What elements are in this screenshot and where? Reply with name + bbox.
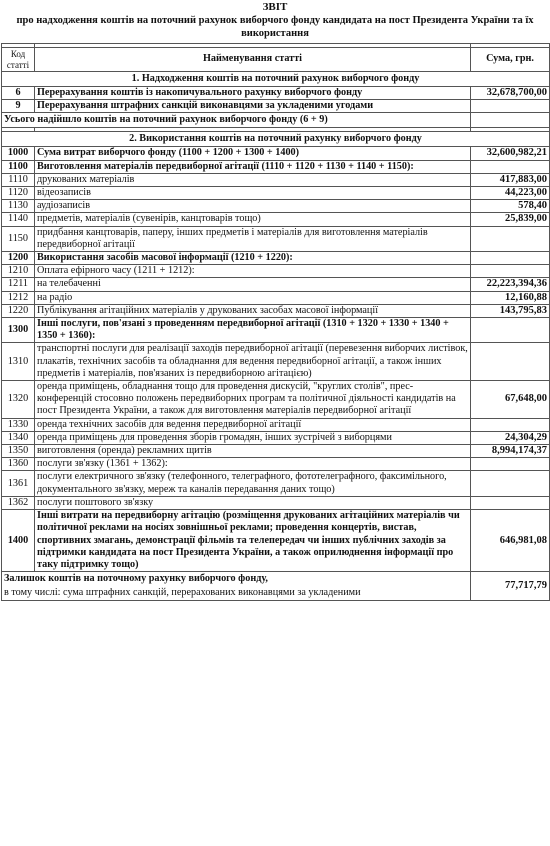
row-amount bbox=[471, 343, 550, 381]
row-code: 1000 bbox=[2, 147, 35, 160]
row-name: оренда приміщень для проведення зборів громадян, інших зустрічей з виборцями bbox=[35, 431, 471, 444]
row-amount: 25,839,00 bbox=[471, 213, 550, 226]
row-name: Інші витрати на передвиборну агітацію (розміщення друкованих агітаційних матеріалів чи політичної реклами на носіях зовнішньої реклами; проведення концертів, вистав, спортивних змагань, демонстрації фільмів та телепередач чи інших публічних заходів за підтримки кандидата на пост Президента України, а також оприлюднення інформації про таку підтримку тощо) bbox=[35, 510, 471, 572]
row-code: 1110 bbox=[2, 173, 35, 186]
row-code: 6 bbox=[2, 87, 35, 100]
row-name: транспортні послуги для реалізації заходів передвиборної агітації (перевезення виборчих листівок, плакатів, технічних засобів та обладнання для ведення передвиборної агітації, а також інших предметів і матеріалів, пов'язаних із передвиборною агітацією) bbox=[35, 343, 471, 381]
row-name: послуги електричного зв'язку (телефонного, телеграфного, фототелеграфного, факсимільного, документального зв'язку, мереж та каналів передавання даних тощо) bbox=[35, 471, 471, 496]
table-row bbox=[2, 200, 550, 213]
row-amount: 8,994,174,37 bbox=[471, 445, 550, 458]
row-amount bbox=[471, 100, 550, 113]
balance-amount: 77,717,79 bbox=[471, 572, 550, 601]
row-name: предметів, матеріалів (сувенірів, канцтоварів тощо) bbox=[35, 213, 471, 226]
row-name: відеозаписів bbox=[35, 187, 471, 200]
table-row bbox=[2, 187, 550, 200]
column-header-name: Найменування статті bbox=[35, 48, 471, 72]
table-row bbox=[2, 252, 550, 265]
table-row bbox=[2, 496, 550, 509]
row-name: Оплата ефірного часу (1211 + 1212): bbox=[35, 265, 471, 278]
balance-sub-label: в тому числі: сума штрафних санкцій, перерахованих виконавцями за укладеними bbox=[2, 587, 471, 601]
row-code: 1350 bbox=[2, 445, 35, 458]
row-name: послуги поштового зв'язку bbox=[35, 496, 471, 509]
table-row bbox=[2, 431, 550, 444]
row-name: Публікування агітаційних матеріалів у друкованих засобах масової інформації bbox=[35, 304, 471, 317]
row-code: 1120 bbox=[2, 187, 35, 200]
row-name: Сума витрат виборчого фонду (1100 + 1200 + 1300 + 1400) bbox=[35, 147, 471, 160]
report-title: ЗВІТ bbox=[262, 1, 288, 13]
row-code: 1340 bbox=[2, 431, 35, 444]
row-amount bbox=[471, 471, 550, 496]
total-income-label: Усього надійшло коштів на поточний рахунок виборчого фонду (6 + 9) bbox=[2, 113, 471, 128]
row-amount bbox=[471, 252, 550, 265]
row-code: 1211 bbox=[2, 278, 35, 291]
row-amount bbox=[471, 458, 550, 471]
balance-label: Залишок коштів на поточному рахунку виборчого фонду, bbox=[2, 572, 471, 587]
row-code: 1330 bbox=[2, 418, 35, 431]
row-amount: 143,795,83 bbox=[471, 304, 550, 317]
table-header-row bbox=[2, 48, 550, 72]
row-name: Інші послуги, пов'язані з проведенням передвиборної агітації (1310 + 1320 + 1330 + 1340 + 1350 + 1360): bbox=[35, 318, 471, 343]
column-header-code: Код статті bbox=[2, 48, 35, 72]
row-name: Виготовлення матеріалів передвиборної агітації (1110 + 1120 + 1130 + 1140 + 1150): bbox=[35, 160, 471, 173]
report-subtitle: про надходження коштів на поточний рахунок виборчого фонду кандидата на пост Президента України та їх використання bbox=[16, 15, 534, 39]
row-amount: 646,981,08 bbox=[471, 510, 550, 572]
row-code: 1212 bbox=[2, 291, 35, 304]
row-code: 1140 bbox=[2, 213, 35, 226]
table-row bbox=[2, 226, 550, 251]
report-table bbox=[1, 43, 550, 601]
table-row bbox=[2, 87, 550, 100]
row-amount: 578,40 bbox=[471, 200, 550, 213]
row-name: оренда технічних засобів для ведення передвиборної агітації bbox=[35, 418, 471, 431]
row-name: аудіозаписів bbox=[35, 200, 471, 213]
table-row bbox=[2, 418, 550, 431]
balance-row bbox=[2, 572, 550, 587]
row-amount: 32,678,700,00 bbox=[471, 87, 550, 100]
table-row bbox=[2, 381, 550, 419]
table-row bbox=[2, 173, 550, 186]
table-row bbox=[2, 160, 550, 173]
row-name: на радіо bbox=[35, 291, 471, 304]
table-row bbox=[2, 471, 550, 496]
row-code: 1100 bbox=[2, 160, 35, 173]
row-code: 1400 bbox=[2, 510, 35, 572]
table-row bbox=[2, 304, 550, 317]
row-code: 1130 bbox=[2, 200, 35, 213]
row-amount bbox=[471, 226, 550, 251]
row-amount: 22,223,394,36 bbox=[471, 278, 550, 291]
row-code: 1300 bbox=[2, 318, 35, 343]
row-amount bbox=[471, 418, 550, 431]
section-2-row bbox=[2, 132, 550, 147]
table-row bbox=[2, 291, 550, 304]
row-code: 1360 bbox=[2, 458, 35, 471]
table-row bbox=[2, 278, 550, 291]
row-code: 1310 bbox=[2, 343, 35, 381]
row-name: придбання канцтоварів, паперу, інших предметів і матеріалів для виготовлення матеріалів передвиборної агітації bbox=[35, 226, 471, 251]
income-rows bbox=[2, 87, 550, 113]
row-amount bbox=[471, 265, 550, 278]
row-amount bbox=[471, 496, 550, 509]
row-amount bbox=[471, 160, 550, 173]
row-name: Перерахування штрафних санкцій виконавцями за укладеними угодами bbox=[35, 100, 471, 113]
row-amount: 12,160,88 bbox=[471, 291, 550, 304]
column-header-amount: Сума, грн. bbox=[471, 48, 550, 72]
table-row bbox=[2, 445, 550, 458]
table-row bbox=[2, 510, 550, 572]
table-row bbox=[2, 100, 550, 113]
row-code: 9 bbox=[2, 100, 35, 113]
table-row bbox=[2, 213, 550, 226]
row-amount: 417,883,00 bbox=[471, 173, 550, 186]
expense-rows bbox=[2, 147, 550, 572]
row-name: виготовлення (оренда) рекламних щитів bbox=[35, 445, 471, 458]
section-2-title: 2. Використання коштів на поточний рахунку виборчого фонду bbox=[2, 132, 550, 147]
row-code: 1200 bbox=[2, 252, 35, 265]
report-header bbox=[1, 0, 549, 40]
row-code: 1320 bbox=[2, 381, 35, 419]
row-name: на телебаченні bbox=[35, 278, 471, 291]
table-row bbox=[2, 343, 550, 381]
total-income-amount bbox=[471, 113, 550, 128]
row-amount: 24,304,29 bbox=[471, 431, 550, 444]
table-row bbox=[2, 147, 550, 160]
row-code: 1362 bbox=[2, 496, 35, 509]
row-code: 1150 bbox=[2, 226, 35, 251]
row-name: послуги зв'язку (1361 + 1362): bbox=[35, 458, 471, 471]
section-1-row bbox=[2, 72, 550, 87]
row-name: Використання засобів масової інформації (1210 + 1220): bbox=[35, 252, 471, 265]
total-income-row bbox=[2, 113, 550, 128]
row-amount: 44,223,00 bbox=[471, 187, 550, 200]
row-code: 1220 bbox=[2, 304, 35, 317]
row-amount: 32,600,982,21 bbox=[471, 147, 550, 160]
row-name: Перерахування коштів із накопичувального рахунку виборчого фонду bbox=[35, 87, 471, 100]
row-code: 1361 bbox=[2, 471, 35, 496]
row-name: друкованих матеріалів bbox=[35, 173, 471, 186]
table-row bbox=[2, 265, 550, 278]
table-row bbox=[2, 458, 550, 471]
section-1-title: 1. Надходження коштів на поточний рахунок виборчого фонду bbox=[2, 72, 550, 87]
row-name: оренда приміщень, обладнання тощо для проведення дискусій, "круглих столів", прес-конференцій стосовно положень передвиборних програм та політичної діяльності кандидатів на пост Президента України, а також для виготовлення матеріалів передвиборної агітації bbox=[35, 381, 471, 419]
row-code: 1210 bbox=[2, 265, 35, 278]
balance-sub-row bbox=[2, 587, 550, 601]
row-amount: 67,648,00 bbox=[471, 381, 550, 419]
table-row bbox=[2, 318, 550, 343]
row-amount bbox=[471, 318, 550, 343]
